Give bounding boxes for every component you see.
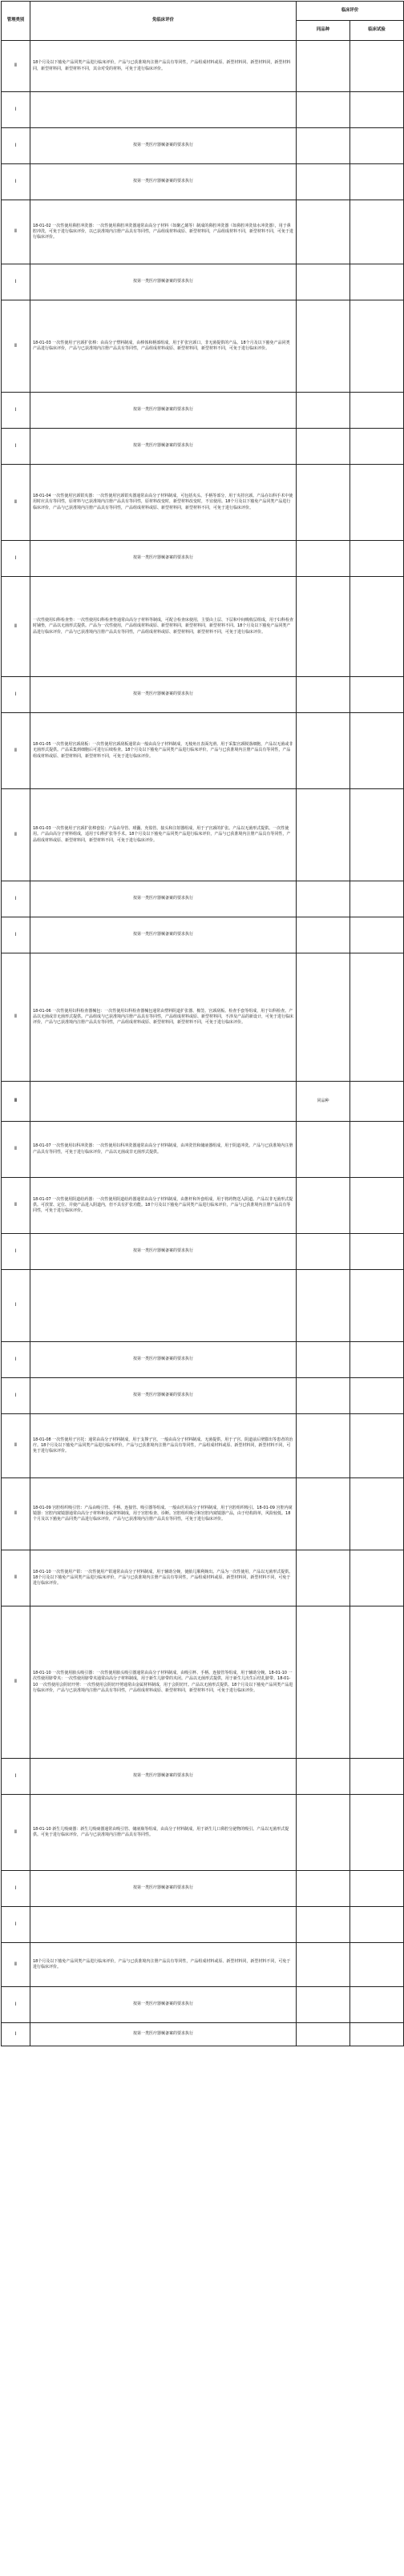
clinical-trial-cell [350,128,404,164]
clinical-trial-cell [350,200,404,264]
table-row [2,41,404,92]
description-cell: 18-01-05 一次性使用宫颈刮板：一次性使用宫颈刮板通常由一般由高分子材料制成，无棱角且表面光滑。用于采集宫颈脱落细胞，产品以无菌或非无菌形式提供。产品采集到细胞后可进行后续检查。18个月及以下豁免产品同类产品进行临床评价，产品与已获准境内注册产品具有等同性，产品组成材料或原、新型材料同，新型材料不同，可免于进行临床评价。 [30,713,297,789]
clinical-trial-cell [350,465,404,541]
description-cell: 18-01-09 宫腔组织吸引管：产品由吸引管、手柄、连接管、吸引器等组成。一般由医用高分子材料制成，用于宫腔组织吸引。18-01-09 宫腔内窥镜器：宫腔内窥镜器通常由高分子材料和金属材料制成，用于宫腔检查、诊断。宫腔组织吸引和宫腔内窥镜器产品，由于结构简单，风险较低。18个月及以下豁免产品同类产品进行临床评价，产品与已获准境内注册产品具有等同性，可免于进行临床评价。 [30,1478,297,1550]
table-row [2,1378,404,1414]
clinical-trial-cell [350,264,404,300]
category-cell: Ⅰ [2,429,30,465]
description-cell: 18-01-06 一次性使用妇科检查器械包：一次性使用妇科检查器械包通常由塑料阴道扩张器、棉签、宫颈刮板、检查手套等组成，用于妇科检查。产品以无菌或非无菌形式提供。产品组成与已获准境内注册产品具有等同性，产品组成材料或原、新型材料同，不涉及产品的新设计，可免于进行临床评价，产品与已获准境内注册产品具有等同性，产品组成材料或原、新型材料同，新型材料不同，可免于进行临床评价。 [30,953,297,1082]
category-cell: Ⅰ [2,917,30,953]
description-cell: 18-01-03 一次性使用子宫颈扩张棒：由高分子塑料制成，由棒体和柄部组成，用于扩张宫颈口，非无菌提供的产品。18个月及以下豁免产品同类产品进行临床评价，产品与已获准境内注册产品具有等同性，产品组成材料或原、新型材料同，新型材料不同，可免于进行临床评价。 [30,300,297,393]
table-row [2,1943,404,1987]
same-kind-cell [297,1943,350,1987]
category-cell: Ⅲ [2,1082,30,1122]
clinical-trial-cell [350,1795,404,1871]
description-cell: 按第一类医疗器械备案的要求执行 [30,393,297,429]
description-cell: 按第一类医疗器械备案的要求执行 [30,1342,297,1378]
same-kind-cell [297,953,350,1082]
same-kind-cell [297,789,350,881]
category-cell: Ⅰ [2,1871,30,1907]
table-row [2,429,404,465]
same-kind-cell [297,264,350,300]
description-cell: 18-01-08 一次性使用子宫托：通常由高分子材料制成，用于支撑子宫，一般由高分子材料制成。无菌提供，用于子宫、阴道前后壁膨出等患者的治疗。18个月及以下豁免产品同类产品进行临床评价，产品与已获准境内注册产品具有等同性，产品组成材料或原、新型材料同，新型材料不同，可免于进行临床评价。 [30,1414,297,1478]
header-clinical: 临床评价 [297,2,404,21]
description-cell: 18-01-07 一次性使用妇科冲洗器：一次性使用妇科冲洗器通常由高分子材料制成，由冲洗管和储液器组成，用于阴道冲洗。产品与已获准境内注册产品具有等同性，可免于进行临床评价，产品以无菌或非无菌形式提供。 [30,1122,297,1178]
same-kind-cell [297,713,350,789]
same-kind-cell [297,1414,350,1478]
table-row [2,541,404,577]
description-cell: 按第一类医疗器械备案的要求执行 [30,2023,297,2046]
table-row [2,953,404,1082]
same-kind-cell [297,577,350,677]
category-cell: Ⅱ [2,1943,30,1987]
clinical-trial-cell [350,1943,404,1987]
same-kind-cell [297,1478,350,1550]
clinical-trial-cell [350,953,404,1082]
table-row [2,1795,404,1871]
header-same-kind: 同品种 [297,21,350,41]
clinical-trial-cell [350,1606,404,1759]
category-cell: Ⅰ [2,92,30,128]
description-cell: 按第一类医疗器械备案的要求执行 [30,1234,297,1270]
description-cell: 按第一类医疗器械备案的要求执行 [30,541,297,577]
category-cell: Ⅱ [2,713,30,789]
description-cell: 18-01-04 一次性使用宫颈钳夹器：一次性使用宫颈钳夹器通常由高分子材料制成，可包括夹头、手柄等部分，用于夹持宫颈。产品在妇科手术中使用时应具有等同性，原材料与已获准境内注册产品具有等同性，原材料改变时，新型材料改变时，不宜使用。18个月及以下豁免产品同类产品进行临床评价，产品与已获准境内注册产品具有等同性，产品组成材料或原、新型材料同，新型材料不同，可免于进行临床评价。 [30,465,297,541]
category-cell: Ⅰ [2,128,30,164]
category-cell: Ⅱ [2,1414,30,1478]
same-kind-cell: 同品种 [297,1082,350,1122]
clinical-trial-cell [350,789,404,881]
category-cell: Ⅱ [2,953,30,1082]
category-cell: Ⅱ [2,1606,30,1759]
description-cell [30,92,297,128]
category-cell: Ⅱ [2,200,30,264]
description-cell: 按第一类医疗器械备案的要求执行 [30,264,297,300]
clinical-trial-cell [350,429,404,465]
clinical-trial-cell [350,1378,404,1414]
clinical-trial-cell [350,164,404,200]
category-cell: Ⅱ [2,1550,30,1606]
table-row [2,200,404,264]
table-row [2,1907,404,1943]
clinical-trial-cell [350,1871,404,1907]
category-cell: Ⅱ [2,1478,30,1550]
category-cell: Ⅱ [2,465,30,541]
table-row [2,1871,404,1907]
description-cell: 按第一类医疗器械备案的要求执行 [30,164,297,200]
table-row [2,1606,404,1759]
same-kind-cell [297,393,350,429]
same-kind-cell [297,1606,350,1759]
same-kind-cell [297,1987,350,2023]
same-kind-cell [297,1907,350,1943]
clinical-trial-cell [350,300,404,393]
category-cell: Ⅱ [2,577,30,677]
description-cell: 按第一类医疗器械备案的要求执行 [30,429,297,465]
clinical-trial-cell [350,1987,404,2023]
clinical-trial-cell [350,1550,404,1606]
table-row [2,128,404,164]
description-cell: 按第一类医疗器械备案的要求执行 [30,881,297,917]
same-kind-cell [297,200,350,264]
table-row [2,789,404,881]
clinical-trial-cell [350,577,404,677]
clinical-trial-cell [350,1178,404,1234]
description-cell: 按第一类医疗器械备案的要求执行 [30,1871,297,1907]
clinical-trial-cell [350,1759,404,1795]
category-cell: Ⅱ [2,1795,30,1871]
clinical-trial-cell [350,41,404,92]
table-row [2,264,404,300]
category-cell: Ⅱ [2,789,30,881]
category-cell: Ⅰ [2,164,30,200]
same-kind-cell [297,1342,350,1378]
same-kind-cell [297,92,350,128]
description-cell: 18个月及以下豁免产品同类产品进行临床评价，产品与已获准境内注册产品具有等同性，产品组成材料或原、新型材料同、新型材料同，新型材料同，新型材料同，新型材料不同，其余对受的材料，可免于进行临床评价。 [30,41,297,92]
category-cell: Ⅰ [2,1987,30,2023]
description-cell: 按第一类医疗器械备案的要求执行 [30,1759,297,1795]
table-row [2,1759,404,1795]
table-row [2,1122,404,1178]
table-row [2,1987,404,2023]
description-cell: 按第一类医疗器械备案的要求执行 [30,677,297,713]
table-row [2,1270,404,1342]
category-cell: Ⅰ [2,1907,30,1943]
clinical-trial-cell [350,1907,404,1943]
category-cell: Ⅱ [2,1122,30,1178]
description-cell [30,1270,297,1342]
category-cell: Ⅰ [2,1234,30,1270]
table-row [2,465,404,541]
same-kind-cell [297,1122,350,1178]
same-kind-cell [297,677,350,713]
description-cell: 18-01-10 一次性使用胎头吸引器：一次性使用胎头吸引器通常由高分子材料制成，由吸引杯、手柄、连接管等组成，用于辅助分娩。18-01-10 一次性使用脐带夹：一次性使用脐带夹通常由高分子材料制成，用于新生儿脐带的夹闭。产品以无菌形式提供，用于新生儿出生后结扎脐带。18-01-10 一次性使用会阴切开剪：一次性使用会阴切开剪通常由金属材料制成，用于会阴切开。产品以无菌形式提供。18个月及以下豁免产品同类产品进行临床评价，产品与已获准境内注册产品具有等同性，产品组成材料或原、新型材料同，新型材料不同，可免于进行临床评价。 [30,1606,297,1759]
category-cell: Ⅰ [2,677,30,713]
table-row [2,917,404,953]
same-kind-cell [297,541,350,577]
description-cell: 按第一类医疗器械备案的要求执行 [30,1987,297,2023]
same-kind-cell [297,1759,350,1795]
table-row [2,1234,404,1270]
table-row [2,92,404,128]
clinical-trial-cell [350,1478,404,1550]
description-cell: 按第一类医疗器械备案的要求执行 [30,917,297,953]
description-cell: 一次性使用妇科检查垫：一次性使用妇科检查垫通常由高分子材料等制成，可配合检查床使用，主要由上层、下层和中间吸收层组成，用于妇科检查时铺垫，产品以无菌形式提供。产品为一次性使用，产品组成材料或原、新型材料同，新型材料同，新型材料不同。18个月及以下豁免产品同类产品进行临床评价，产品与已获准境内注册产品具有等同性，产品组成材料或原、新型材料同，新型材料不同，可免于进行临床评价。 [30,577,297,677]
same-kind-cell [297,41,350,92]
table-row [2,1342,404,1378]
category-cell: Ⅰ [2,1270,30,1342]
clinical-trial-cell [350,1122,404,1178]
description-cell [30,1907,297,1943]
description-cell: 18-01-10 一次性使用产钳：一次性使用产钳通常由高分子材料制成，用于辅助分娩，使胎儿顺利娩出。产品为一次性使用，产品以无菌形式提供。18个月及以下豁免产品同类产品进行临床评价，产品与已获准境内注册产品具有等同性，产品组成材料或原、新型材料同，新型材料不同，可免于进行临床评价。 [30,1550,297,1606]
same-kind-cell [297,1378,350,1414]
same-kind-cell [297,1270,350,1342]
table-row [2,1082,404,1122]
same-kind-cell [297,465,350,541]
same-kind-cell [297,300,350,393]
clinical-trial-cell [350,1082,404,1122]
same-kind-cell [297,128,350,164]
same-kind-cell [297,2023,350,2046]
table-row [2,300,404,393]
description-cell: 18-01-10 新生儿吸痰器：新生儿吸痰器通常由吸引管、储液瓶等组成，由高分子材料制成，用于新生儿口鼻腔分泌物的吸引。产品以无菌形式提供。可免于进行临床评价，产品与已获准境内注册产品具有等同性。 [30,1795,297,1871]
same-kind-cell [297,881,350,917]
description-cell: 18-01-02 一次性使用鼻腔冲洗器：一次性使用鼻腔冲洗器通常由高分子材料（如聚乙烯等）制成的鼻腔冲洗器（如鼻腔冲洗盐水冲洗器），用于鼻腔冲洗，可免于进行临床评价，以已获准境内注册产品具有等同性，产品组成材料或原、新型材料同，产品组成材料不同，新型材料不同，可免于进行临床评价。 [30,200,297,264]
same-kind-cell [297,1234,350,1270]
clinical-trial-cell [350,1414,404,1478]
category-cell: Ⅰ [2,393,30,429]
table-row [2,881,404,917]
description-cell [30,1082,297,1122]
category-cell: Ⅰ [2,541,30,577]
description-cell: 18-01-07 一次性使用阴道给药器：一次性使用阴道给药器通常由高分子材料制成，由推杆和外套组成，用于将药物送入阴道。产品以非无菌形式提供。可放置、定位、并使产品进入阴道内，但不具有扩张功能。18个月及以下豁免产品同类产品进行临床评价，产品与已获准境内注册产品具有等同性，可免于进行临床评价。 [30,1178,297,1234]
table-body [2,41,404,2046]
clinical-trial-cell [350,881,404,917]
table-row [2,1478,404,1550]
category-cell: Ⅱ [2,300,30,393]
same-kind-cell [297,1550,350,1606]
same-kind-cell [297,917,350,953]
clinical-trial-cell [350,2023,404,2046]
table-row [2,164,404,200]
clinical-trial-cell [350,393,404,429]
clinical-trial-cell [350,917,404,953]
table-row [2,677,404,713]
same-kind-cell [297,164,350,200]
header-exempt: 免临床评价 [30,2,297,41]
clinical-trial-cell [350,713,404,789]
table-row [2,713,404,789]
category-cell: Ⅱ [2,1178,30,1234]
category-cell: Ⅱ [2,41,30,92]
clinical-trial-cell [350,1234,404,1270]
header-trial: 临床试验 [350,21,404,41]
clinical-trial-cell [350,541,404,577]
category-cell: Ⅰ [2,881,30,917]
table-row [2,393,404,429]
clinical-evaluation-table [1,1,404,2046]
description-cell: 按第一类医疗器械备案的要求执行 [30,1378,297,1414]
category-cell: Ⅰ [2,1342,30,1378]
header-row-top [2,2,404,21]
category-cell: Ⅰ [2,1378,30,1414]
clinical-trial-cell [350,1342,404,1378]
description-cell: 18-01-03 一次性使用子宫颈扩张棒套装：产品由导管、球囊、充盈管、接头和注射器组成，用于子宫颈的扩张。产品以无菌形式提供。一次性使用。产品由高分子材料组成，适用于妇科扩张等手术。18个月及以下豁免产品同类产品进行临床评价，产品与已获准境内注册产品具有等同性，产品组成材料或原、新型材料同，新型材料不同，可免于进行临床评价。 [30,789,297,881]
header-category: 管理类别 [2,2,30,41]
same-kind-cell [297,1795,350,1871]
clinical-trial-cell [350,1270,404,1342]
table-row [2,1178,404,1234]
category-cell: Ⅰ [2,264,30,300]
table-row [2,577,404,677]
clinical-trial-cell [350,92,404,128]
description-cell: 按第一类医疗器械备案的要求执行 [30,128,297,164]
table-row [2,1414,404,1478]
table-row [2,1550,404,1606]
clinical-trial-cell [350,677,404,713]
table-row [2,2023,404,2046]
same-kind-cell [297,1871,350,1907]
category-cell: Ⅰ [2,2023,30,2046]
same-kind-cell [297,1178,350,1234]
category-cell: Ⅰ [2,1759,30,1795]
description-cell: 18个月及以下豁免产品同类产品进行临床评价，产品与已获准境内注册产品具有等同性，产品组成材料或原、新型材料同，新型材料不同，可免于进行临床评价。 [30,1943,297,1987]
same-kind-cell [297,429,350,465]
